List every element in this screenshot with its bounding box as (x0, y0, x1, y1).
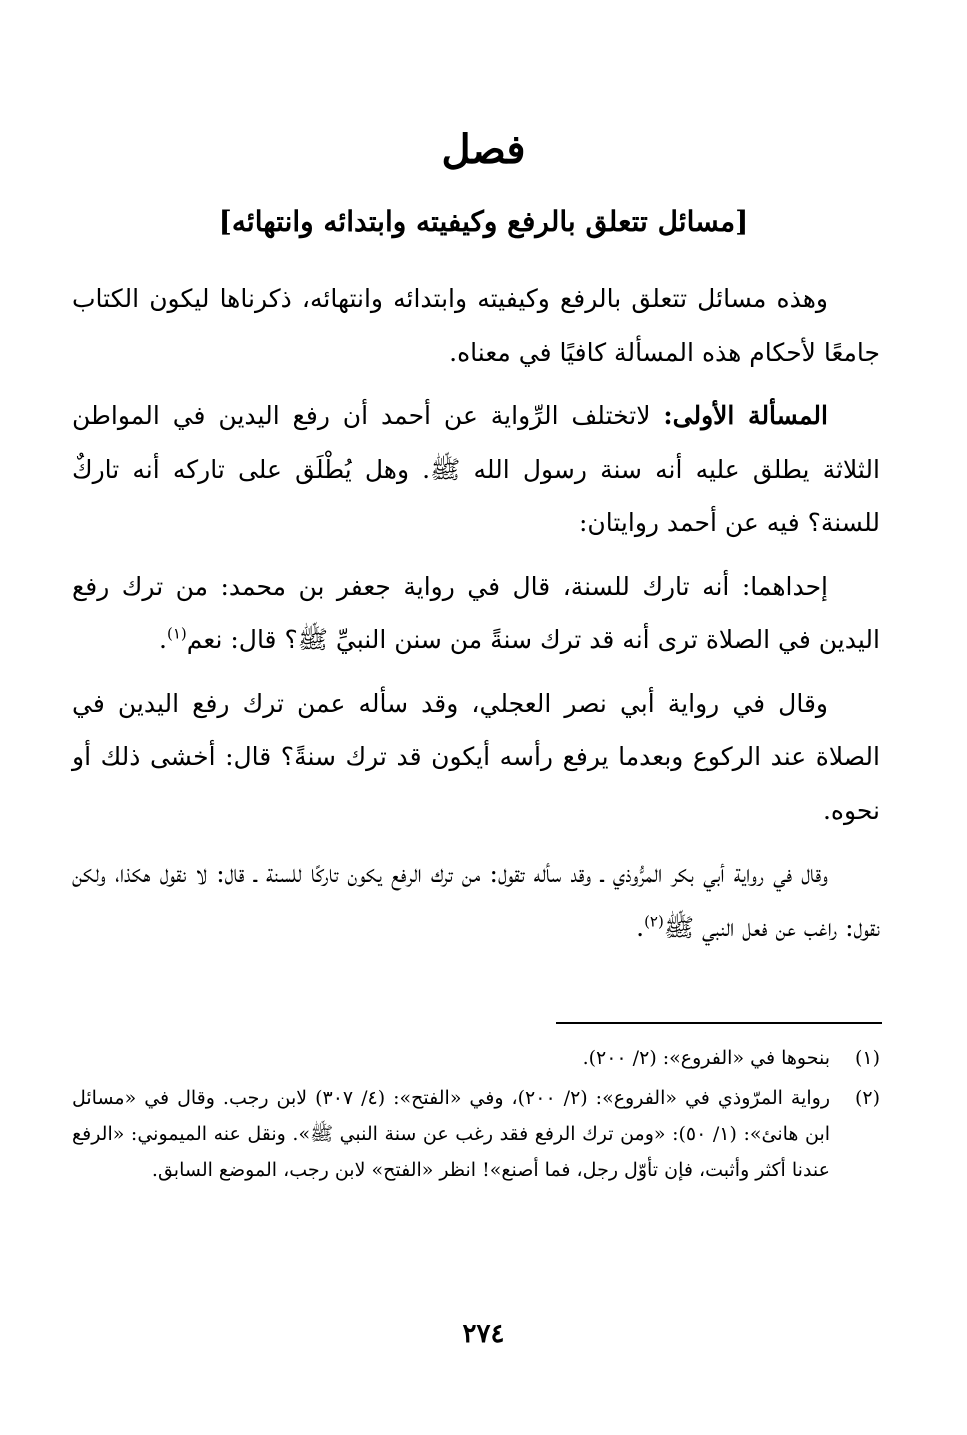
footnote-1-text: بنحوها في «الفروع»: (٢/ ٢٠٠). (582, 1047, 830, 1069)
footnote-1-number: (١) (854, 1047, 880, 1069)
footnote-1 (72, 1040, 880, 1076)
first-narration-end: . (159, 625, 167, 654)
first-narration-text: إحداهما: أنه تارك للسنة، قال في رواية جعفر بن محمد: من ترك رفع اليدين في الصلاة ترى أنه قد ترك سنةً من سنن النبيِّ ﷺ؟ قال: نعم (72, 571, 880, 654)
footnote-ref-1[interactable]: (١) (166, 624, 187, 643)
question-1-text: لاتختلف الرِّواية عن أحمد أن رفع اليدين في المواطن الثلاثة يطلق عليه أنه سنة رسول الله ﷺ. وهل يُطْلَق على تاركه أنه تاركٌ للسنة؟ فيه عن أحمد روايتان: (72, 401, 880, 537)
chapter-heading: فصل (441, 126, 526, 173)
footnotes (72, 1040, 880, 1192)
marrudhi-narration-text: وقال في رواية أبي بكر المرُّوذي ـ وقد سأله تقول: من ترك الرفع يكون تاركًا للسنة ـ قال: لا نقول هكذا، ولكن نقول: راغب عن فعل النبي ﷺ (72, 859, 880, 942)
marrudhi-narration-end: . (636, 912, 645, 942)
paragraph-marrudhi-narration (72, 847, 880, 954)
page-number: ٢٧٤ (462, 1319, 505, 1349)
footnote-2 (72, 1080, 880, 1188)
question-label: المسألة الأولى: (663, 401, 828, 430)
section-heading: [مسائل تتعلق بالرفع وكيفيته وابتدائه وانتهائه] (218, 205, 749, 238)
footnote-divider (556, 1022, 882, 1024)
footnote-2-number: (٢) (854, 1087, 880, 1109)
paragraph-ajli-narration: وقال في رواية أبي نصر العجلي، وقد سأله عمن ترك رفع اليدين في الصلاة عند الركوع وبعدما يرفع رأسه أيكون قد ترك سنةً؟ قال: أخشى ذلك أو نحوه. (72, 688, 880, 825)
footnote-2-text: رواية المرّوذي في «الفروع»: (٢/ ٢٠٠)، وفي «الفتح»: (٤/ ٣٠٧) لابن رجب. وقال في «مسائل ابن هانئ»: (١/ ٥٠): «ومن ترك الرفع فقد رغب عن سنة النبي ﷺ». ونقل عنه الميموني: «الرفع عندنا أكثر وأثبت، فإن تأوّل رجل، فما أصنع»! انظر «الفتح» لابن رجب، الموضع السابق. (72, 1087, 831, 1181)
paragraph-first-narration (72, 560, 880, 667)
paragraph-intro: وهذه مسائل تتعلق بالرفع وكيفيته وابتدائه وانتهائه، ذكرناها ليكون الكتاب جامعًا لأحكام هذه المسألة كافيًا في معناه. (72, 284, 880, 367)
main-text (72, 272, 880, 964)
footnote-ref-2[interactable]: (٢) (644, 912, 664, 931)
paragraph-question-1 (72, 389, 880, 550)
